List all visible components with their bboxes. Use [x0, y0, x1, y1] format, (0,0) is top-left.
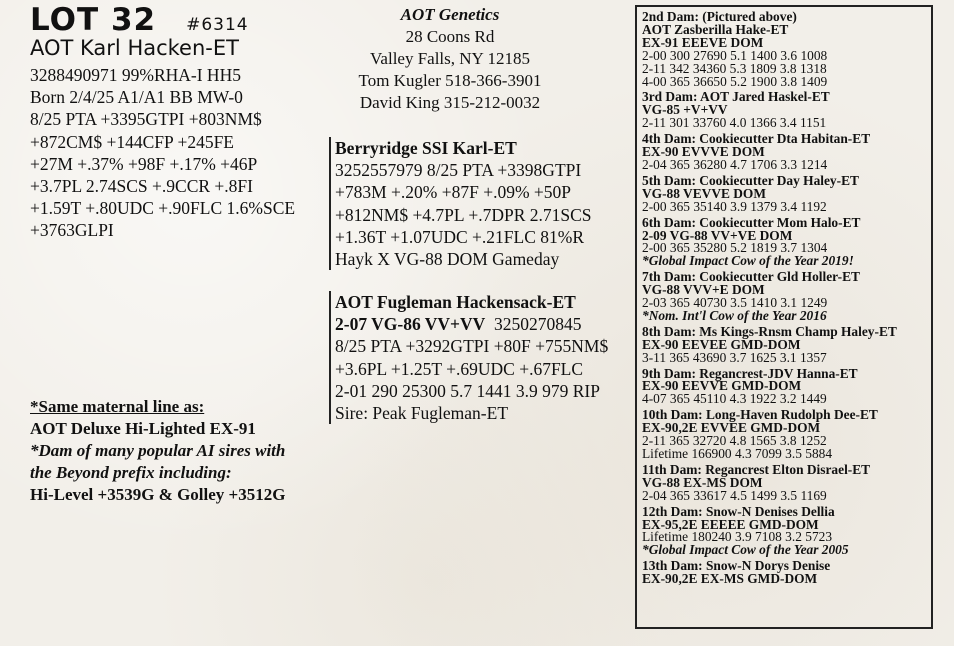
lot-title: LOT 32 [30, 2, 157, 38]
sire-name: Berryridge SSI Karl-ET [335, 138, 517, 158]
dam-record: 2-11 301 33760 4.0 1366 3.4 1151 [642, 115, 827, 131]
breeder-contact: David King 315-212-0032 [359, 93, 541, 112]
dam-heading: 13th Dam: Snow-N Dorys Denise [642, 558, 831, 574]
pedigree-box [635, 5, 933, 629]
maternal-cow: AOT Deluxe Hi-Lighted EX-91 [30, 419, 256, 438]
dam-record: 2-04 365 36280 4.7 1706 3.3 1214 [642, 156, 828, 172]
dam-record: Lifetime 180240 3.9 7108 3.2 5723 [642, 529, 833, 545]
dam-classification: EX-90,2E EX-MS GMD-DOM [642, 571, 818, 587]
mgs-class-line [335, 313, 608, 335]
sire-line: +812NM$ +4.7PL +.7DPR 2.71SCS [335, 204, 592, 225]
mgs-line: 8/25 PTA +3292GTPI +80F +755NM$ [335, 336, 609, 357]
dam-record: 2-00 365 35280 5.2 1819 3.7 1304 [642, 240, 828, 256]
dam-entry [642, 172, 931, 214]
dam-entry [642, 323, 931, 365]
dam-entry [642, 214, 931, 269]
sire-line: +783M +.20% +87F +.09% +50P [335, 182, 572, 203]
animal-stats [30, 64, 295, 242]
stats-line: Born 2/4/25 A1/A1 BB MW-0 [30, 87, 243, 108]
dam-classification: EX-90,2E EVVEE GMD-DOM [642, 420, 821, 436]
stats-line: +872CM$ +144CFP +245FE [30, 131, 235, 152]
dam-record: 2-11 342 34360 5.3 1809 3.8 1318 [642, 60, 827, 76]
lot-header [30, 2, 249, 38]
mgs-block [329, 291, 608, 424]
dam-entry [642, 133, 931, 172]
dam-classification: EX-90 EEVEE GMD-DOM [642, 336, 801, 352]
dam-heading: 12th Dam: Snow-N Denises Dellia [642, 503, 835, 519]
dam-entry [642, 365, 931, 407]
dam-entry [642, 91, 931, 130]
sire-line: Hayk X VG-88 DOM Gameday [335, 249, 560, 270]
dam-heading: 2nd Dam: (Pictured above) [642, 9, 797, 24]
dam-classification: VG-88 VEVVE DOM [642, 185, 766, 201]
breeder-address: 28 Coons Rd [405, 27, 495, 46]
sire-block [329, 137, 592, 270]
dam-classification: VG-88 EX-MS DOM [642, 474, 763, 490]
mgs-name: AOT Fugleman Hackensack-ET [335, 292, 576, 312]
maternal-note: the Beyond prefix including: [30, 463, 232, 482]
dam-classification: EX-91 EEEVE DOM [642, 34, 764, 50]
breeder-city: Valley Falls, NY 12185 [370, 49, 530, 68]
dam-heading: 3rd Dam: AOT Jared Haskel-ET [642, 89, 830, 105]
dam-name: AOT Zasberilla Hake-ET [642, 21, 789, 37]
animal-name: AOT Karl Hacken-ET [30, 36, 239, 60]
dam-heading: 8th Dam: Ms Kings-Rnsm Champ Haley-ET [642, 323, 897, 339]
dam-heading: 5th Dam: Cookiecutter Day Haley-ET [642, 172, 859, 188]
dam-classification: EX-90 EVVVE DOM [642, 144, 765, 160]
mgs-line: 2-01 290 25300 5.7 1441 3.9 979 RIP [335, 380, 600, 401]
dam-heading: 9th Dam: Regancrest-JDV Hanna-ET [642, 365, 858, 381]
stats-line: 3288490971 99%RHA-I HH5 [30, 65, 241, 85]
dam-record: 2-00 365 35140 3.9 1379 3.4 1192 [642, 198, 827, 214]
lot-number: #6314 [186, 15, 249, 35]
dam-entry [642, 409, 931, 461]
mgs-id: 3250270845 [485, 314, 582, 335]
maternal-sires: Hi-Level +3539G & Golley +3512G [30, 485, 286, 504]
dam-entry [642, 271, 931, 323]
dam-classification: VG-85 +V+VV [642, 102, 728, 118]
dam-record: 2-00 300 27690 5.1 1400 3.6 1008 [642, 47, 828, 63]
stats-line: +1.59T +.80UDC +.90FLC 1.6%SCE [30, 198, 296, 219]
stats-line: 8/25 PTA +3395GTPI +803NM$ [30, 109, 262, 130]
sire-line: +1.36T +1.07UDC +.21FLC 81%R [335, 226, 585, 247]
breeder-info [330, 4, 570, 114]
mgs-line: +3.6PL +1.25T +.69UDC +.67FLC [335, 358, 584, 379]
dam-entry [642, 560, 931, 586]
stats-line: +3.7PL 2.74SCS +.9CCR +.8FI [30, 176, 253, 197]
dam-record: 2-11 365 32720 4.8 1565 3.8 1252 [642, 433, 827, 449]
dam-record: 2-04 365 33617 4.5 1499 3.5 1169 [642, 487, 827, 503]
mgs-line: Sire: Peak Fugleman-ET [335, 403, 509, 424]
dam-classification: EX-95,2E EEEEE GMD-DOM [642, 516, 819, 532]
dam-classification: 2-09 VG-88 VV+VE DOM [642, 227, 793, 243]
dam-heading: 10th Dam: Long-Haven Rudolph Dee-ET [642, 407, 878, 423]
dam-record: Lifetime 166900 4.3 7099 3.5 5884 [642, 446, 833, 461]
dam-heading: 4th Dam: Cookiecutter Dta Habitan-ET [642, 131, 871, 147]
mgs-classification: 2-07 VG-86 VV+VV [335, 314, 486, 335]
stats-line: +27M +.37% +98F +.17% +46P [30, 153, 258, 174]
maternal-heading: *Same maternal line as: [30, 397, 205, 416]
dam-record: 4-07 365 45110 4.3 1922 3.2 1449 [642, 391, 827, 407]
dam-entry [642, 461, 931, 503]
dam-record: 4-00 365 36650 5.2 1900 3.8 1409 [642, 73, 828, 89]
dam-note: *Nom. Int'l Cow of the Year 2016 [642, 307, 827, 323]
dam-note: *Global Impact Cow of the Year 2005 [642, 542, 849, 558]
dam-note: *Global Impact Cow of the Year 2019! [642, 253, 854, 269]
dam-record: 2-03 365 40730 3.5 1410 3.1 1249 [642, 295, 828, 311]
dam-classification: VG-88 VVV+E DOM [642, 282, 765, 298]
dam-entry [642, 11, 931, 88]
maternal-note: *Dam of many popular AI sires with [30, 441, 286, 460]
breeder-name: AOT Genetics [400, 5, 500, 24]
breeder-contact: Tom Kugler 518-366-3901 [358, 71, 542, 90]
maternal-line-note [30, 396, 285, 506]
dam-entry [642, 503, 931, 558]
dam-heading: 7th Dam: Cookiecutter Gld Holler-ET [642, 269, 860, 285]
dam-heading: 11th Dam: Regancrest Elton Disrael-ET [642, 461, 871, 477]
stats-line: +3763GLPI [30, 220, 114, 241]
sire-line: 3252557979 8/25 PTA +3398GTPI [335, 160, 582, 181]
dam-heading: 6th Dam: Cookiecutter Mom Halo-ET [642, 214, 861, 230]
dam-record: 3-11 365 43690 3.7 1625 3.1 1357 [642, 349, 827, 365]
dam-classification: EX-90 EEVVE GMD-DOM [642, 378, 802, 394]
